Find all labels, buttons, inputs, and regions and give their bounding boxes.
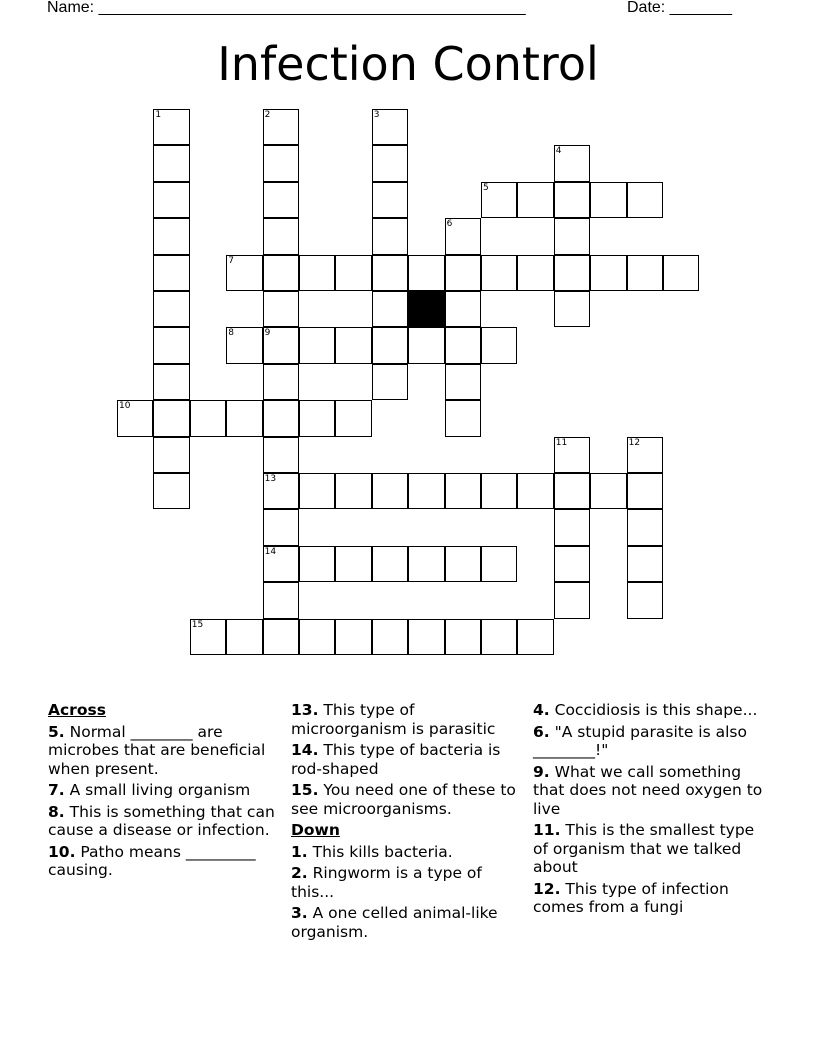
clue-text: What we call something that does not need oxygen to live: [533, 762, 763, 818]
clue-number: 11.: [533, 821, 561, 839]
clue-text: This type of bacteria is rod-shaped: [291, 741, 501, 778]
grid-cell[interactable]: [590, 255, 626, 291]
clue-number: 9.: [533, 762, 550, 781]
grid-cell[interactable]: [299, 473, 335, 509]
grid-cell[interactable]: [445, 291, 481, 327]
name-field-label: Name: ________________________________________________: [47, 0, 526, 16]
clue-number: 13.: [291, 701, 319, 719]
grid-cell[interactable]: [554, 291, 590, 327]
grid-cell[interactable]: [517, 182, 553, 218]
grid-cell[interactable]: [263, 218, 299, 254]
grid-cell[interactable]: [445, 400, 481, 436]
grid-cell[interactable]: [263, 400, 299, 436]
grid-cell[interactable]: [153, 437, 189, 473]
clue-down-2: [291, 864, 526, 901]
clue-number: 15.: [291, 781, 319, 799]
clue-number: 1.: [291, 842, 308, 861]
grid-cell[interactable]: [481, 546, 517, 582]
date-field-label: Date: _______: [627, 0, 732, 16]
grid-cell[interactable]: [153, 145, 189, 181]
grid-cell[interactable]: [226, 400, 262, 436]
grid-cell[interactable]: [263, 255, 299, 291]
clue-across-8: [48, 803, 280, 840]
grid-cell[interactable]: [263, 291, 299, 327]
grid-cell[interactable]: [445, 546, 481, 582]
grid-cell[interactable]: [481, 619, 517, 655]
clue-text: Normal ________ are microbes that are beneficial when present.: [48, 722, 266, 778]
cell-number: 5: [483, 182, 489, 193]
grid-cell[interactable]: [554, 255, 590, 291]
clues-column-3: [533, 701, 773, 920]
clue-text: This is the smallest type of organism that we talked about: [533, 821, 755, 876]
grid-cell[interactable]: [408, 546, 444, 582]
clue-across-10: [48, 843, 280, 880]
grid-cell[interactable]: [263, 437, 299, 473]
grid-cell[interactable]: [372, 145, 408, 181]
grid-cell[interactable]: [263, 509, 299, 545]
clue-number: 5.: [48, 722, 65, 741]
grid-cell[interactable]: [372, 619, 408, 655]
grid-cell[interactable]: [153, 255, 189, 291]
grid-cell[interactable]: [263, 182, 299, 218]
grid-cell[interactable]: [372, 218, 408, 254]
grid-cell[interactable]: [153, 400, 189, 436]
cell-number: 3: [373, 110, 380, 120]
grid-cell[interactable]: [627, 182, 663, 218]
clue-text: A small living organism: [69, 781, 251, 799]
cell-number: 11: [555, 437, 568, 448]
grid-cell[interactable]: [299, 400, 335, 436]
clue-number: 2.: [291, 864, 308, 882]
grid-cell[interactable]: [372, 182, 408, 218]
grid-cell[interactable]: [408, 473, 444, 509]
clue-across-13: [291, 701, 526, 738]
grid-cell[interactable]: [517, 473, 553, 509]
clue-down-1: [291, 843, 526, 862]
cell-number: 4: [555, 146, 562, 157]
cell-number: 1: [155, 110, 162, 120]
grid-cell[interactable]: [299, 619, 335, 655]
grid-cell[interactable]: [226, 619, 262, 655]
grid-cell[interactable]: [408, 255, 444, 291]
grid-cell[interactable]: [445, 473, 481, 509]
clue-text: This is something that can cause a disease or infection.: [48, 802, 275, 839]
grid-cell[interactable]: [335, 327, 371, 363]
clue-number: 6.: [533, 722, 550, 741]
grid-cell[interactable]: [190, 400, 226, 436]
grid-cell[interactable]: [554, 582, 590, 618]
grid-cell[interactable]: [408, 619, 444, 655]
grid-cell[interactable]: [335, 255, 371, 291]
cell-number: 10: [119, 401, 131, 412]
grid-cell[interactable]: [335, 473, 371, 509]
clue-number: 14.: [291, 741, 319, 759]
clue-text: Coccidiosis is this shape...: [554, 701, 758, 719]
clues-column-1: [48, 701, 280, 883]
clue-number: 7.: [48, 781, 65, 799]
grid-cell[interactable]: [554, 473, 590, 509]
grid-cell[interactable]: [408, 327, 444, 363]
grid-cell[interactable]: [335, 619, 371, 655]
grid-cell[interactable]: [263, 364, 299, 400]
grid-cell[interactable]: [263, 619, 299, 655]
grid-cell[interactable]: [335, 400, 371, 436]
grid-cell[interactable]: [590, 182, 626, 218]
clue-text: Patho means _________ causing.: [48, 842, 256, 879]
cell-number: 6: [446, 219, 453, 230]
grid-cell[interactable]: [299, 327, 335, 363]
grid-cell[interactable]: [517, 255, 553, 291]
grid-cell[interactable]: [517, 619, 553, 655]
grid-cell[interactable]: [263, 145, 299, 181]
grid-cell[interactable]: [372, 364, 408, 400]
clue-text: Ringworm is a type of this...: [291, 864, 482, 901]
grid-cell[interactable]: [299, 546, 335, 582]
clue-number: 4.: [533, 701, 550, 719]
grid-cell[interactable]: [372, 473, 408, 509]
cell-number: 15: [191, 619, 204, 630]
cell-number: 2: [264, 110, 271, 120]
clue-across-7: [48, 781, 280, 800]
grid-cell[interactable]: [445, 364, 481, 400]
cell-number: 7: [228, 255, 234, 266]
clue-text: This type of infection comes from a fungi: [533, 879, 729, 916]
grid-cell[interactable]: [627, 255, 663, 291]
grid-cell[interactable]: [445, 619, 481, 655]
clue-number: 10.: [48, 842, 76, 861]
clues-column-2: [291, 701, 526, 944]
down-heading: Down: [291, 821, 340, 839]
grid-cell[interactable]: [372, 546, 408, 582]
grid-cell[interactable]: [590, 473, 626, 509]
grid-cell[interactable]: [153, 182, 189, 218]
grid-cell[interactable]: [554, 218, 590, 254]
clue-text: You need one of these to see microorganisms.: [291, 781, 516, 818]
grid-cell[interactable]: [153, 291, 189, 327]
grid-cell[interactable]: [627, 473, 663, 509]
grid-cell[interactable]: [153, 218, 189, 254]
grid-cell[interactable]: [335, 546, 371, 582]
grid-cell[interactable]: [554, 509, 590, 545]
clue-down-6: [533, 723, 773, 760]
grid-cell[interactable]: [153, 327, 189, 363]
clue-number: 12.: [533, 879, 561, 898]
clue-number: 8.: [48, 802, 65, 821]
cell-number: 8: [228, 328, 234, 339]
cell-number: 12: [628, 437, 641, 448]
clue-text: "A stupid parasite is also ________!": [533, 722, 747, 759]
clue-down-12: [533, 880, 773, 917]
cell-number: 14: [264, 546, 277, 557]
clue-across-14: [291, 741, 526, 778]
clue-down-11: [533, 821, 773, 877]
grid-cell[interactable]: [627, 582, 663, 618]
clue-text: A one celled animal-like organism.: [291, 904, 498, 941]
black-square: [408, 291, 444, 327]
grid-cell[interactable]: [299, 255, 335, 291]
grid-cell[interactable]: [627, 509, 663, 545]
grid-cell[interactable]: [554, 546, 590, 582]
grid-cell[interactable]: [153, 473, 189, 509]
clue-across-5: [48, 723, 280, 779]
cell-number: 9: [264, 328, 271, 339]
across-heading: Across: [48, 701, 106, 719]
grid-cell[interactable]: [481, 473, 517, 509]
grid-cell[interactable]: [554, 182, 590, 218]
clue-down-3: [291, 904, 526, 941]
clue-down-9: [533, 763, 773, 819]
grid-cell[interactable]: [372, 327, 408, 363]
grid-cell[interactable]: [481, 255, 517, 291]
grid-cell[interactable]: [481, 327, 517, 363]
page-title: Infection Control: [217, 37, 599, 91]
clue-number: 3.: [291, 904, 308, 922]
grid-cell[interactable]: [372, 255, 408, 291]
grid-cell[interactable]: [372, 291, 408, 327]
grid-cell[interactable]: [663, 255, 699, 291]
grid-cell[interactable]: [445, 255, 481, 291]
clue-down-4: [533, 701, 773, 720]
grid-cell[interactable]: [627, 546, 663, 582]
clue-across-15: [291, 781, 526, 818]
grid-cell[interactable]: [445, 327, 481, 363]
cell-number: 13: [264, 474, 277, 484]
clue-text: This kills bacteria.: [312, 842, 453, 861]
grid-cell[interactable]: [263, 582, 299, 618]
clue-text: This type of microorganism is parasitic: [291, 701, 496, 738]
grid-cell[interactable]: [153, 364, 189, 400]
